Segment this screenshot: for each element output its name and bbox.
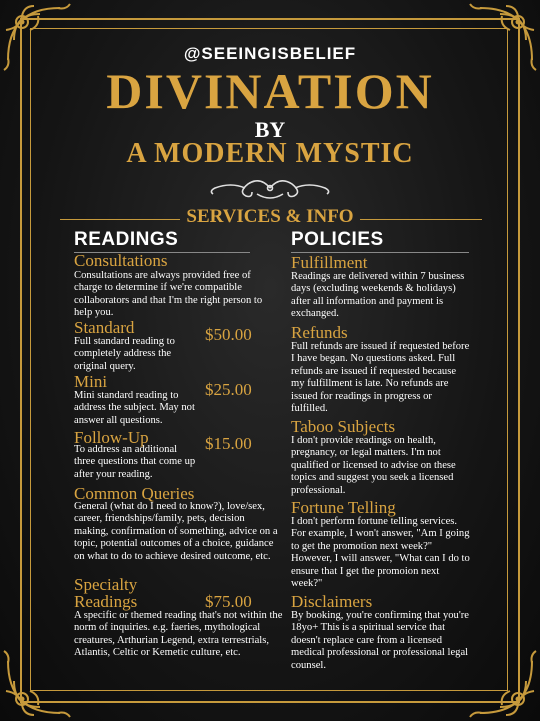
policy-text-fulfillment: Readings are delivered within 7 business days (excluding weekends & holidays) after all information and payment is exchanged.	[291, 271, 465, 320]
reading-text-common-queries: General (what do I need to know?), love/sex, career, friendships/family, pets, decision making, confirmation of something, advice on a topic, potential outcomes of a choice, guidance on what to do to achieve desired outcome, etc.	[74, 501, 278, 562]
policy-text-taboo-subjects: I don't provide readings on health, pregnancy, or legal matters. I'm not qualified or licensed to advise on these topics and suggest you seek a licensed professional.	[291, 435, 456, 496]
reading-price-standard: $50.00	[205, 325, 252, 344]
policy-text-refunds: Full refunds are issued if requested before I have began. No questions asked. Full refunds are issued if requested because my fulfillment is late. No refunds are issued for readings in progress or fulfilled.	[291, 341, 470, 415]
reading-title-standard: Standard	[74, 318, 135, 337]
page-title: DIVINATION	[106, 63, 434, 119]
reading-text-standard: Full standard reading to completely address the original query.	[74, 336, 175, 372]
reading-title-mini: Mini	[74, 372, 108, 391]
reading-title-specialty-line2: Readings	[74, 592, 138, 611]
ornate-corner-icon	[0, 641, 80, 721]
reading-text-consultations: Consultations are always provided free of charge to determine if we're compatible collaborators and that I'm the right person to help you.	[74, 270, 263, 319]
reading-text-mini: Mini standard reading to address the subject. May not answer all questions.	[74, 390, 195, 426]
policy-text-disclaimers: By booking, you're confirming that you're 18yo+ This is a spiritual service that doesn't replace care from a licensed medical professional or professional legal counsel.	[291, 610, 469, 671]
policy-title-refunds: Refunds	[291, 323, 348, 342]
byline: BY	[254, 117, 286, 142]
page-subtitle: A MODERN MYSTIC	[126, 138, 414, 169]
policy-title-fulfillment: Fulfillment	[291, 253, 368, 272]
reading-text-follow-up: To address an additional three questions that come up after your reading.	[74, 444, 196, 480]
reading-title-consultations: Consultations	[74, 251, 168, 270]
reading-price-specialty: $75.00	[205, 592, 252, 611]
reading-price-follow-up: $15.00	[205, 434, 252, 453]
reading-price-mini: $25.00	[205, 380, 252, 399]
reading-title-follow-up: Follow-Up	[74, 428, 149, 447]
policy-text-fortune-telling: I don't perform fortune telling services. For example, I won't answer, "Am I going to get the promotion next week?" However, I will answer, "What can I do to ensure that I get the promoion next week?"	[291, 516, 470, 590]
reading-title-specialty-line1: Specialty	[74, 575, 138, 594]
policy-title-fortune-telling: Fortune Telling	[291, 498, 396, 517]
policies-heading: POLICIES	[291, 229, 384, 250]
readings-heading: READINGS	[74, 229, 179, 250]
reading-text-specialty: A specific or themed reading that's not within the norm of inquiries. e.g. faeries, mythological creatures, Arthurian Legend, extra terrestrials, Atlantis, Celtic or Kemetic culture, etc.	[74, 610, 283, 659]
social-handle: @SEEINGISBELIEF	[183, 44, 357, 63]
policy-title-taboo-subjects: Taboo Subjects	[291, 417, 396, 436]
section-banner: SERVICES & INFO	[186, 206, 354, 227]
reading-title-common-queries: Common Queries	[74, 484, 195, 503]
scroll-flourish-icon	[205, 172, 335, 204]
policy-title-disclaimers: Disclaimers	[291, 592, 373, 611]
